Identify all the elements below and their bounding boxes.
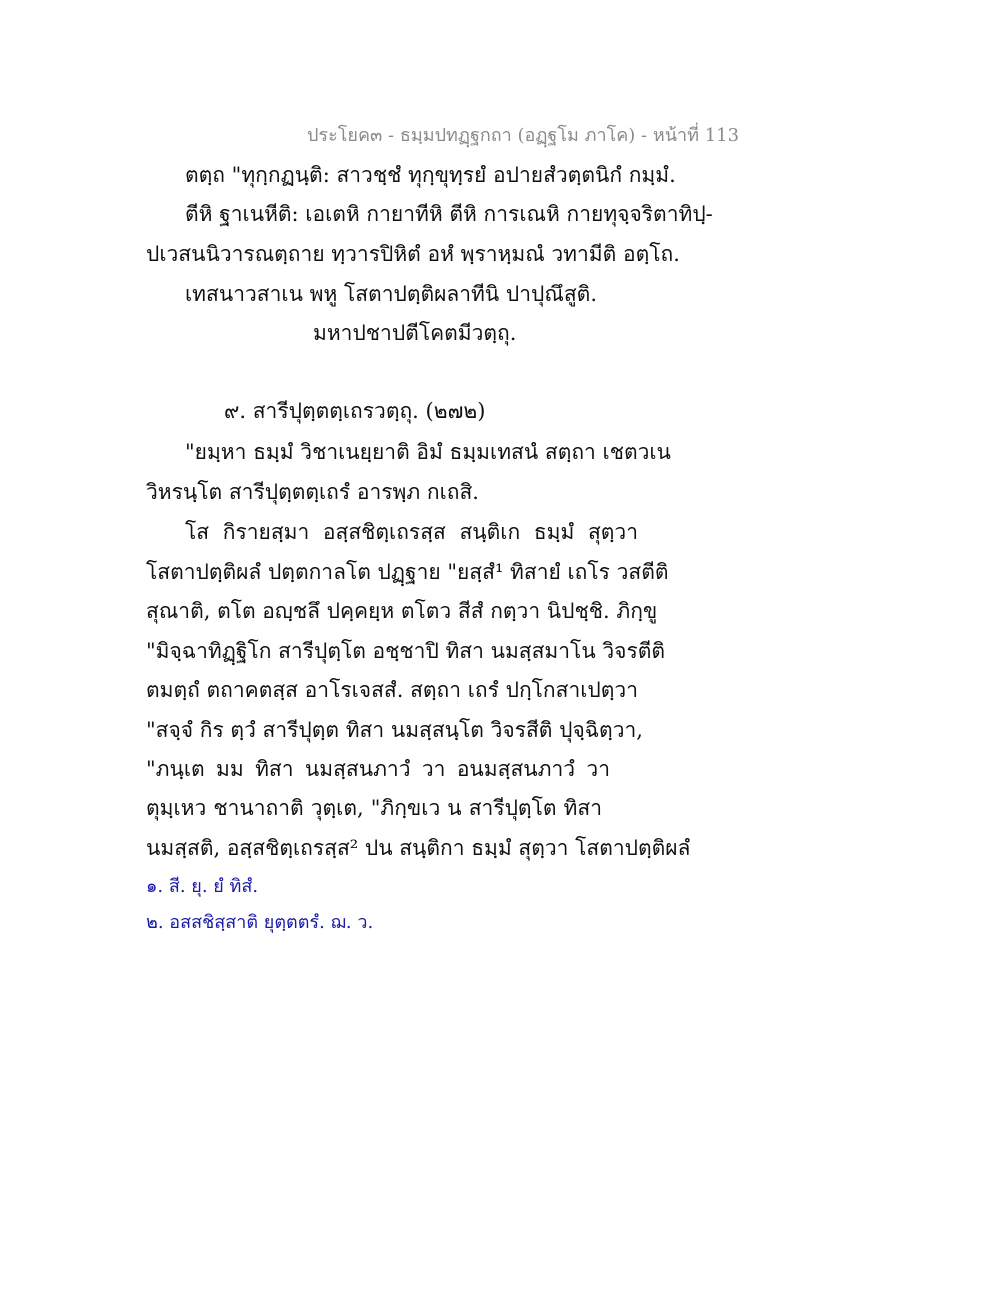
section-line-5: สุณาติ, ตโต อญฺชลึ ปคฺคยฺห ตโตว สีสํ กตฺวา นิปชฺชิ. ภิกฺขู (146, 599, 658, 623)
body-line-1: ตตฺถ "ทุกฺกฏนฺติ: สาวชฺชํ ทุกฺขุทฺรยํ อปายสํวตฺตนิกํ กมฺมํ. (185, 163, 676, 187)
body-line-2: ตีหิ ฐาเนหีติ: เอเตหิ กายาทีหิ ตีหิ การเณหิ กายทุจฺจริตาทิปฺ- (185, 202, 713, 226)
section-line-10: ตุมฺเหว ชานาถาติ วุตฺเต, "ภิกฺขเว น สารีปุตฺโต ทิสา (146, 796, 602, 820)
story-end-title: มหาปชาปตีโคตมีวตฺถุ. (313, 321, 517, 345)
section-line-1: "ยมฺหา ธมฺมํ วิชาเนยฺยาติ อิมํ ธมฺมเทสนํ สตฺถา เชตวเน (185, 440, 671, 464)
footnote-2: ๒. อสสชิสฺสาติ ยุตฺตตรํ. ฌ. ว. (146, 912, 374, 933)
section-title: ๙. สารีปุตฺตตฺเถรวตฺถุ. (๒๗๒) (224, 399, 486, 423)
section-line-8: "สจฺจํ กิร ตฺวํ สารีปุตฺต ทิสา นมสฺสนฺโต วิจรสีติ ปุจฺฉิตฺวา, (146, 718, 643, 742)
section-line-2: วิหรนฺโต สารีปุตฺตตฺเถรํ อารพฺภ กเถสิ. (146, 480, 479, 504)
section-line-9: "ภนฺเต มม ทิสา นมสฺสนภาวํ วา อนมสฺสนภาวํ วา (146, 757, 610, 781)
section-line-3: โส กิรายสฺมา อสฺสชิตฺเถรสฺส สนฺติเก ธมฺมํ สุตฺวา (185, 520, 638, 544)
footnote-1: ๑. สี. ยุ. ยํ ทิสํ. (146, 876, 259, 897)
page-header: ประโยค๓ - ธมฺมปทฏฺฐกถา (อฏฺฐโม ภาโค) - หน้าที่ 113 (307, 125, 740, 146)
section-line-6: "มิจฺฉาทิฏฺฐิโก สารีปุตฺโต อชฺชาปิ ทิสา นมสฺสมาโน วิจรตีติ (146, 639, 666, 663)
body-line-3: ปเวสนนิวารณตฺถาย ทฺวารปิหิตํ อหํ พฺราหฺมณํ วทามีติ อตฺโถ. (146, 242, 680, 266)
body-line-4: เทสนาวสาเน พหู โสตาปตฺติผลาทีนิ ปาปุณึสูติ. (185, 282, 597, 306)
section-line-4: โสตาปตฺติผลํ ปตฺตกาลโต ปฏฺฐาย "ยสฺสํ¹ ทิสายํ เถโร วสตีติ (146, 560, 669, 584)
section-line-7: ตมตฺถํ ตถาคตสฺส อาโรเจสสํ. สตฺถา เถรํ ปกฺโกสาเปตฺวา (146, 678, 638, 702)
section-line-11: นมสฺสติ, อสฺสชิตฺเถรสฺส² ปน สนฺติกา ธมฺมํ สุตฺวา โสตาปตฺติผลํ (146, 836, 691, 860)
